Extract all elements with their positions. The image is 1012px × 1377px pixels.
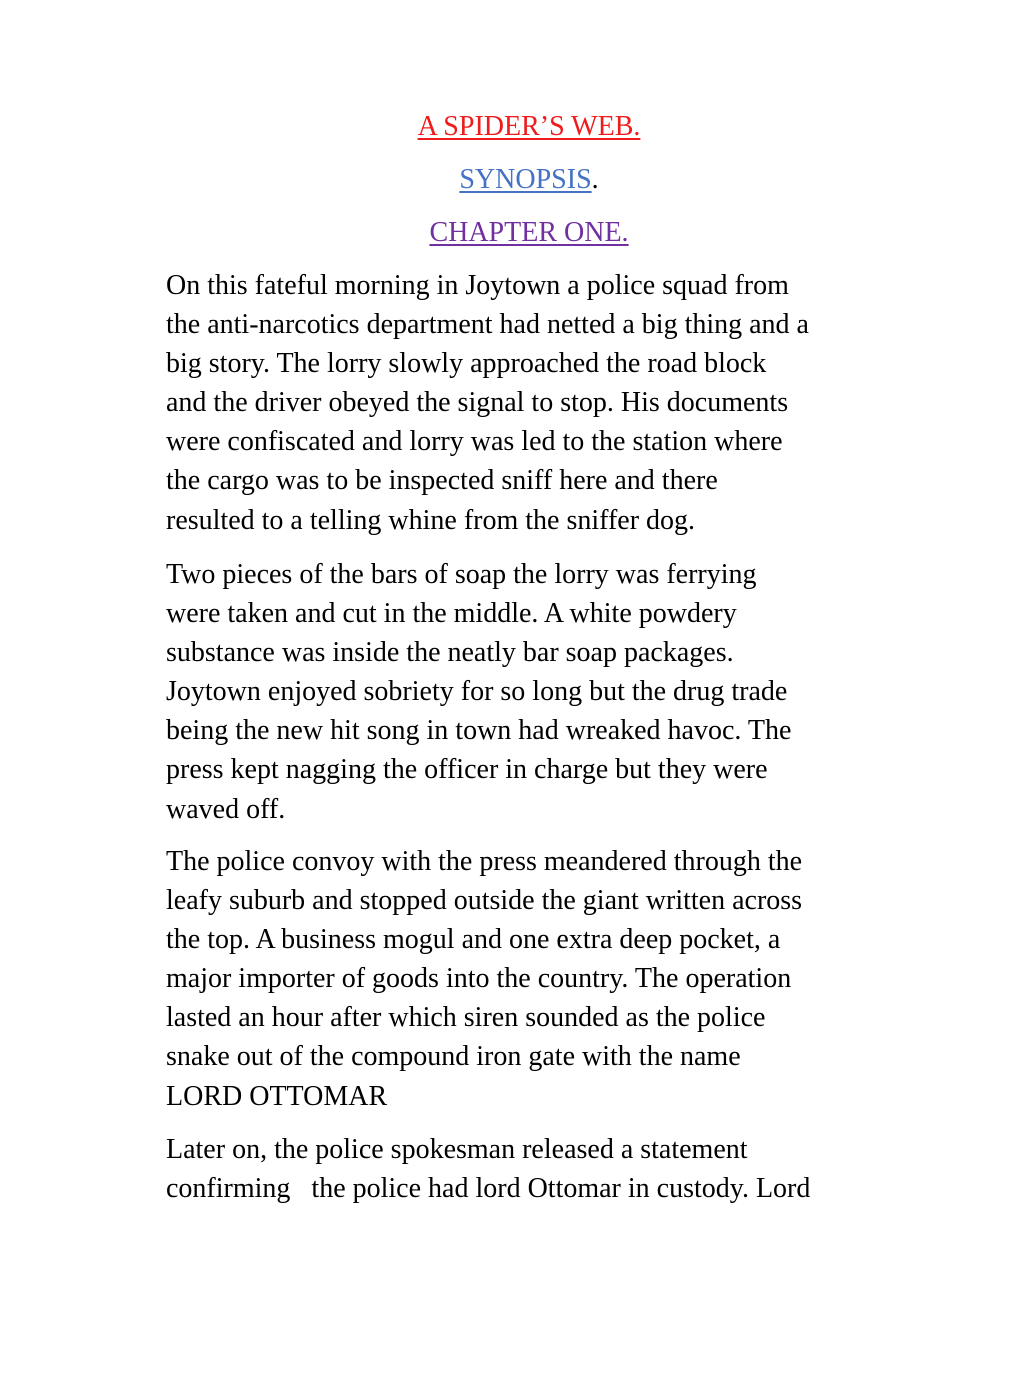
document-title xyxy=(0,110,1012,144)
paragraph-line: major importer of goods into the country. The operation xyxy=(166,963,792,995)
paragraph-line: the cargo was to be inspected sniff here and there xyxy=(166,465,718,497)
paragraph-4 xyxy=(166,1130,906,1208)
paragraph-line: snake out of the compound iron gate with the name xyxy=(166,1041,741,1073)
paragraph-line: the anti-narcotics department had netted a big thing and a xyxy=(166,309,809,341)
paragraph-line: lasted an hour after which siren sounded as the police xyxy=(166,1002,766,1034)
synopsis-heading-period: . xyxy=(591,164,599,195)
paragraph-line: and the driver obeyed the signal to stop. His documents xyxy=(166,387,789,419)
paragraph-3 xyxy=(166,842,906,1116)
paragraph-line: Two pieces of the bars of soap the lorry was ferrying xyxy=(166,559,757,590)
paragraph-line: Later on, the police spokesman released a statement xyxy=(166,1134,748,1165)
paragraph-line: The police convoy with the press meandered through the xyxy=(166,846,803,877)
synopsis-heading-text: SYNOPSIS xyxy=(459,164,592,195)
paragraph-line: Joytown enjoyed sobriety for so long but the drug trade xyxy=(166,676,788,708)
paragraph-line: On this fateful morning in Joytown a police squad from xyxy=(166,270,789,301)
paragraph-line: were taken and cut in the middle. A white powdery xyxy=(166,598,737,630)
paragraph-line: leafy suburb and stopped outside the giant written across xyxy=(166,885,803,917)
chapter-heading xyxy=(0,216,1012,250)
chapter-heading-text: CHAPTER ONE. xyxy=(429,217,629,248)
paragraph-line: confirming the police had lord Ottomar in custody. Lord xyxy=(166,1173,811,1205)
paragraph-1 xyxy=(166,266,906,540)
paragraph-line: substance was inside the neatly bar soap packages. xyxy=(166,637,734,669)
paragraph-line: being the new hit song in town had wreaked havoc. The xyxy=(166,715,792,747)
paragraph-line: big story. The lorry slowly approached the road block xyxy=(166,348,767,380)
paragraph-line: resulted to a telling whine from the sniffer dog. xyxy=(166,504,696,536)
document-title-text: A SPIDER’S WEB. xyxy=(417,111,641,142)
paragraph-2 xyxy=(166,555,906,829)
paragraph-line: the top. A business mogul and one extra deep pocket, a xyxy=(166,924,781,956)
paragraph-line: waved off. xyxy=(166,793,286,825)
paragraph-line: were confiscated and lorry was led to the station where xyxy=(166,426,783,458)
paragraph-line: press kept nagging the officer in charge but they were xyxy=(166,754,768,786)
paragraph-line: LORD OTTOMAR xyxy=(166,1080,388,1112)
synopsis-heading xyxy=(0,163,1012,197)
